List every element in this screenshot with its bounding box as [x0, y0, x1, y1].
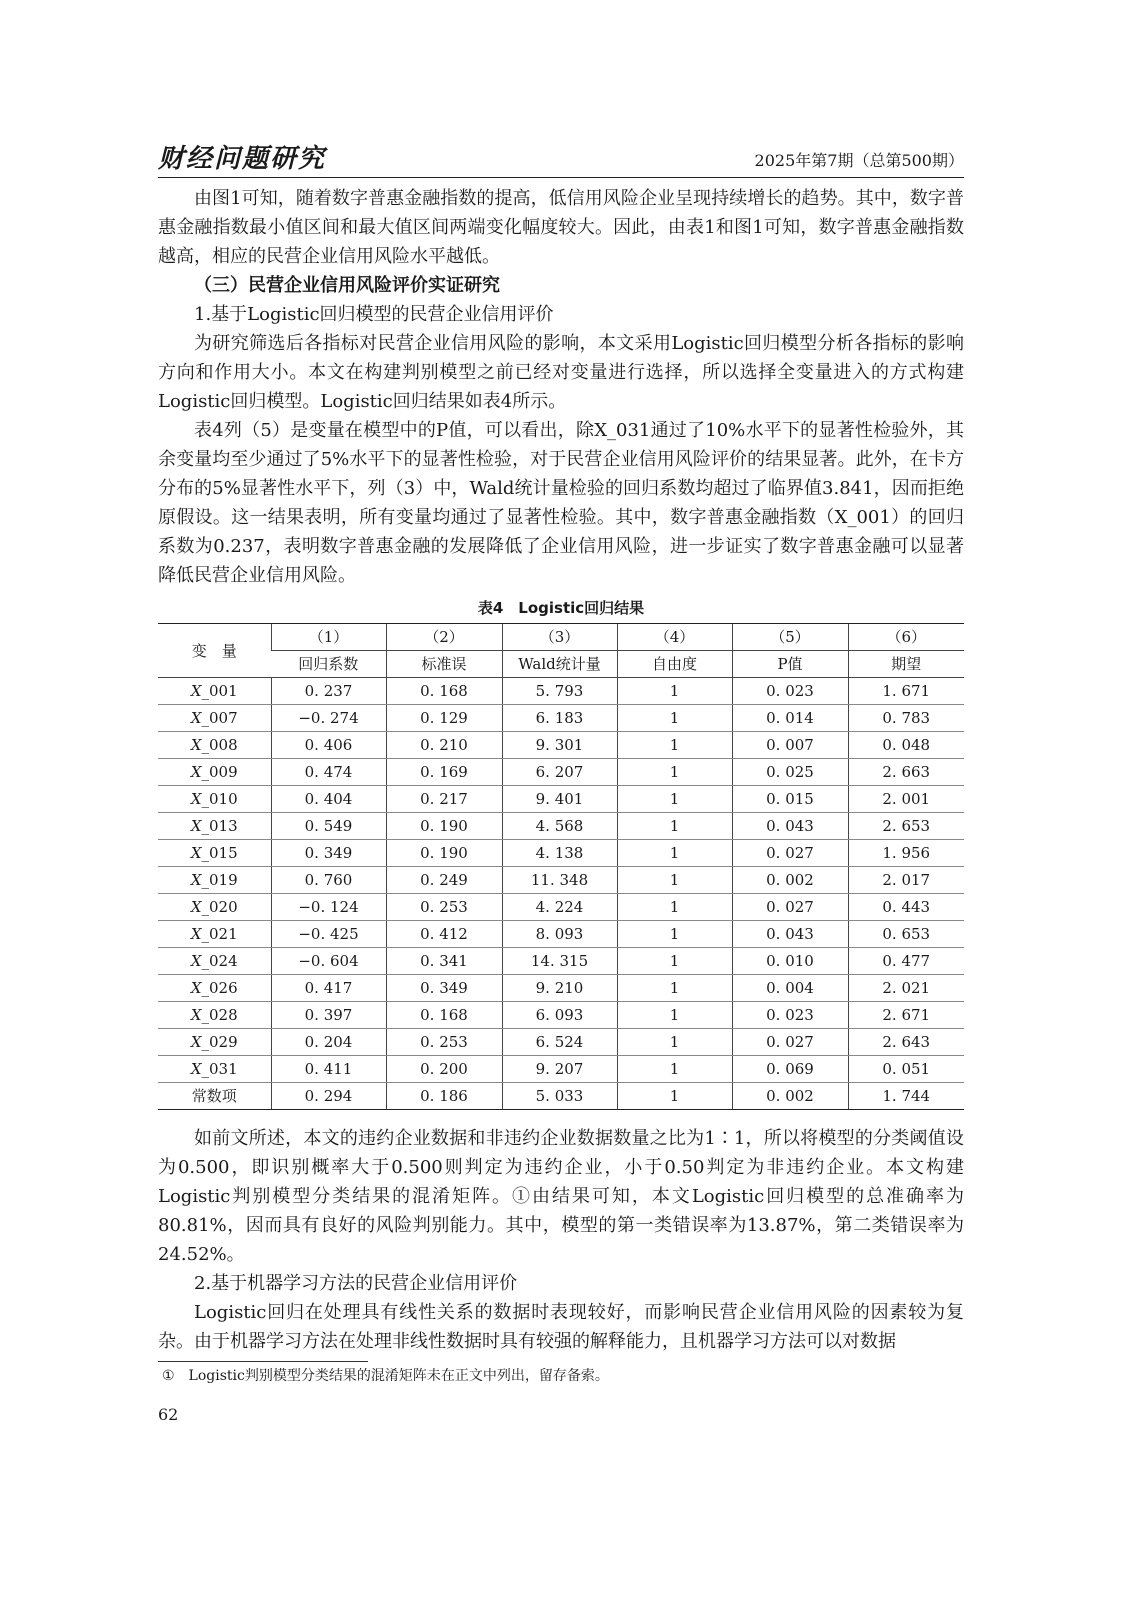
variable-cell: X_020 — [158, 894, 271, 921]
value-cell: 1 — [617, 732, 732, 759]
variable-cell: X_029 — [158, 1029, 271, 1056]
value-cell: 1 — [617, 921, 732, 948]
value-cell: 5. 033 — [502, 1083, 617, 1110]
col-number: （6） — [848, 624, 964, 651]
col-name: Wald统计量 — [502, 651, 617, 678]
value-cell: 1 — [617, 867, 732, 894]
value-cell: 9. 301 — [502, 732, 617, 759]
value-cell: 0. 002 — [732, 867, 848, 894]
value-cell: 9. 207 — [502, 1056, 617, 1083]
value-cell: 0. 237 — [271, 678, 386, 705]
subsection-heading-2: 2.基于机器学习方法的民营企业信用评价 — [194, 1273, 518, 1294]
value-cell: 2. 671 — [848, 1002, 964, 1029]
table-row — [158, 1029, 964, 1056]
value-cell: 2. 663 — [848, 759, 964, 786]
value-cell: 0. 760 — [271, 867, 386, 894]
value-cell: 0. 477 — [848, 948, 964, 975]
value-cell: 2. 017 — [848, 867, 964, 894]
value-cell: 1 — [617, 1083, 732, 1110]
variable-cell: X_010 — [158, 786, 271, 813]
value-cell: 0. 417 — [271, 975, 386, 1002]
footnote: ① Logistic判别模型分类结果的混淆矩阵未在正文中列出，留存备索。 — [162, 1368, 609, 1384]
value-cell: 0. 349 — [386, 975, 502, 1002]
value-cell: 9. 210 — [502, 975, 617, 1002]
value-cell: 8. 093 — [502, 921, 617, 948]
value-cell: 0. 007 — [732, 732, 848, 759]
variable-cell: X_024 — [158, 948, 271, 975]
value-cell: 0. 349 — [271, 840, 386, 867]
value-cell: 0. 168 — [386, 1002, 502, 1029]
table-row — [158, 759, 964, 786]
variable-cell: X_001 — [158, 678, 271, 705]
value-cell: 0. 783 — [848, 705, 964, 732]
value-cell: 0. 474 — [271, 759, 386, 786]
value-cell: 2. 653 — [848, 813, 964, 840]
value-cell: 1 — [617, 786, 732, 813]
table-row — [158, 786, 964, 813]
value-cell: 1 — [617, 813, 732, 840]
value-cell: 0. 043 — [732, 921, 848, 948]
value-cell: 0. 253 — [386, 1029, 502, 1056]
value-cell: 0. 014 — [732, 705, 848, 732]
value-cell: 0. 023 — [732, 678, 848, 705]
value-cell: 0. 023 — [732, 1002, 848, 1029]
table-row — [158, 921, 964, 948]
value-cell: 1 — [617, 1029, 732, 1056]
col-number: （3） — [502, 624, 617, 651]
value-cell: 0. 190 — [386, 840, 502, 867]
value-cell: 0. 002 — [732, 1083, 848, 1110]
value-cell: 4. 568 — [502, 813, 617, 840]
variable-cell: 常数项 — [158, 1083, 271, 1110]
paragraph-1: 由图1可知，随着数字普惠金融指数的提高，低信用风险企业呈现持续增长的趋势。其中，数字普惠金融指数最小值区间和最大值区间两端变化幅度较大。因此，由表1和图1可知，数字普惠金融指数越高，相应的民营企业信用风险水平越低。 — [158, 188, 964, 267]
regression-table — [158, 623, 964, 1110]
variable-cell: X_009 — [158, 759, 271, 786]
value-cell: −0. 604 — [271, 948, 386, 975]
value-cell: 0. 397 — [271, 1002, 386, 1029]
value-cell: 2. 021 — [848, 975, 964, 1002]
value-cell: 0. 069 — [732, 1056, 848, 1083]
table-row — [158, 1056, 964, 1083]
value-cell: 0. 004 — [732, 975, 848, 1002]
value-cell: 1 — [617, 678, 732, 705]
variable-cell: X_015 — [158, 840, 271, 867]
value-cell: 1 — [617, 705, 732, 732]
value-cell: 0. 051 — [848, 1056, 964, 1083]
table-row — [158, 732, 964, 759]
value-cell: 2. 001 — [848, 786, 964, 813]
issue-info: 2025年第7期（总第500期） — [754, 151, 964, 170]
value-cell: 0. 404 — [271, 786, 386, 813]
value-cell: 1. 744 — [848, 1083, 964, 1110]
value-cell: 0. 027 — [732, 840, 848, 867]
value-cell: 0. 027 — [732, 894, 848, 921]
paragraph-3: 表4列（5）是变量在模型中的P值，可以看出，除X_031通过了10%水平下的显著性检验外，其余变量均至少通过了5%水平下的显著性检验，对于民营企业信用风险评价的结果显著。此外，在卡方分布的5%显著性水平下，列（3）中，Wald统计量检验的回归系数均超过了临界值3.841，因而拒绝原假设。这一结果表明，所有变量均通过了显著性检验。其中，数字普惠金融指数（X_001）的回归系数为0.237，表明数字普惠金融的发展降低了企业信用风险，进一步证实了数字普惠金融可以显著降低民营企业信用风险。 — [158, 420, 964, 586]
col-name: P值 — [732, 651, 848, 678]
value-cell: 4. 138 — [502, 840, 617, 867]
table-row — [158, 1083, 964, 1110]
paragraph-4: 如前文所述，本文的违约企业数据和非违约企业数据数量之比为1∶1，所以将模型的分类阈值设为0.500，即识别概率大于0.500则判定为违约企业，小于0.50判定为非违约企业。本文构建Logistic判别模型分类结果的混淆矩阵。①由结果可知，本文Logistic回归模型的总准确率为80.81%，因而具有良好的风险判别能力。其中，模型的第一类错误率为13.87%，第二类错误率为24.52%。 — [158, 1128, 964, 1265]
value-cell: 0. 015 — [732, 786, 848, 813]
value-cell: 0. 294 — [271, 1083, 386, 1110]
value-cell: 0. 168 — [386, 678, 502, 705]
value-cell: 0. 406 — [271, 732, 386, 759]
running-header — [158, 144, 964, 174]
value-cell: 9. 401 — [502, 786, 617, 813]
value-cell: 5. 793 — [502, 678, 617, 705]
value-cell: −0. 274 — [271, 705, 386, 732]
value-cell: 6. 207 — [502, 759, 617, 786]
variable-cell: X_028 — [158, 1002, 271, 1029]
value-cell: 1 — [617, 759, 732, 786]
value-cell: 0. 217 — [386, 786, 502, 813]
value-cell: 6. 524 — [502, 1029, 617, 1056]
table-row — [158, 894, 964, 921]
col-number: （2） — [386, 624, 502, 651]
table-body — [158, 678, 964, 1110]
value-cell: 1. 956 — [848, 840, 964, 867]
col-name: 回归系数 — [271, 651, 386, 678]
value-cell: 0. 412 — [386, 921, 502, 948]
value-cell: 6. 183 — [502, 705, 617, 732]
value-cell: 0. 186 — [386, 1083, 502, 1110]
table-caption: 表4 Logistic回归结果 — [477, 599, 645, 617]
value-cell: 0. 210 — [386, 732, 502, 759]
value-cell: 1. 671 — [848, 678, 964, 705]
variable-cell: X_031 — [158, 1056, 271, 1083]
paragraph-5: Logistic回归在处理具有线性关系的数据时表现较好，而影响民营企业信用风险的因素较为复杂。由于机器学习方法在处理非线性数据时具有较强的解释能力，且机器学习方法可以对数据 — [158, 1302, 964, 1352]
value-cell: −0. 425 — [271, 921, 386, 948]
value-cell: 1 — [617, 1056, 732, 1083]
col-number: （1） — [271, 624, 386, 651]
value-cell: 0. 190 — [386, 813, 502, 840]
table-row — [158, 840, 964, 867]
footnote-rule — [158, 1361, 368, 1362]
table-header-names — [158, 651, 964, 678]
value-cell: 0. 010 — [732, 948, 848, 975]
value-cell: 0. 249 — [386, 867, 502, 894]
value-cell: 2. 643 — [848, 1029, 964, 1056]
variable-cell: X_021 — [158, 921, 271, 948]
col-number: （4） — [617, 624, 732, 651]
value-cell: 0. 129 — [386, 705, 502, 732]
col-name: 期望 — [848, 651, 964, 678]
value-cell: 0. 048 — [848, 732, 964, 759]
col-name: 自由度 — [617, 651, 732, 678]
value-cell: −0. 124 — [271, 894, 386, 921]
table-row — [158, 678, 964, 705]
variable-cell: X_008 — [158, 732, 271, 759]
value-cell: 11. 348 — [502, 867, 617, 894]
col-number: （5） — [732, 624, 848, 651]
value-cell: 0. 204 — [271, 1029, 386, 1056]
table-header-numbers — [158, 624, 964, 651]
value-cell: 0. 341 — [386, 948, 502, 975]
value-cell: 6. 093 — [502, 1002, 617, 1029]
page-number: 62 — [158, 1405, 179, 1424]
value-cell: 0. 043 — [732, 813, 848, 840]
variable-cell: X_026 — [158, 975, 271, 1002]
value-cell: 1 — [617, 840, 732, 867]
table-row — [158, 975, 964, 1002]
value-cell: 0. 411 — [271, 1056, 386, 1083]
value-cell: 0. 443 — [848, 894, 964, 921]
value-cell: 1 — [617, 975, 732, 1002]
value-cell: 14. 315 — [502, 948, 617, 975]
table-row — [158, 705, 964, 732]
value-cell: 0. 025 — [732, 759, 848, 786]
value-cell: 0. 200 — [386, 1056, 502, 1083]
table-row — [158, 1002, 964, 1029]
value-cell: 0. 169 — [386, 759, 502, 786]
value-cell: 0. 027 — [732, 1029, 848, 1056]
variable-header: 变 量 — [158, 624, 271, 678]
section-heading: （三）民营企业信用风险评价实证研究 — [194, 275, 500, 296]
variable-cell: X_019 — [158, 867, 271, 894]
subsection-heading-1: 1.基于Logistic回归模型的民营企业信用评价 — [194, 304, 554, 325]
table-row — [158, 948, 964, 975]
variable-cell: X_007 — [158, 705, 271, 732]
value-cell: 1 — [617, 1002, 732, 1029]
value-cell: 1 — [617, 894, 732, 921]
col-name: 标准误 — [386, 651, 502, 678]
paragraph-2: 为研究筛选后各指标对民营企业信用风险的影响，本文采用Logistic回归模型分析各指标的影响方向和作用大小。本文在构建判别模型之前已经对变量进行选择，所以选择全变量进入的方式构建Logistic回归模型。Logistic回归结果如表4所示。 — [158, 333, 964, 412]
table-row — [158, 813, 964, 840]
header-rule — [158, 177, 964, 178]
value-cell: 4. 224 — [502, 894, 617, 921]
variable-cell: X_013 — [158, 813, 271, 840]
value-cell: 0. 653 — [848, 921, 964, 948]
value-cell: 1 — [617, 948, 732, 975]
journal-name: 财经问题研究 — [158, 144, 327, 174]
value-cell: 0. 253 — [386, 894, 502, 921]
value-cell: 0. 549 — [271, 813, 386, 840]
table-row — [158, 867, 964, 894]
